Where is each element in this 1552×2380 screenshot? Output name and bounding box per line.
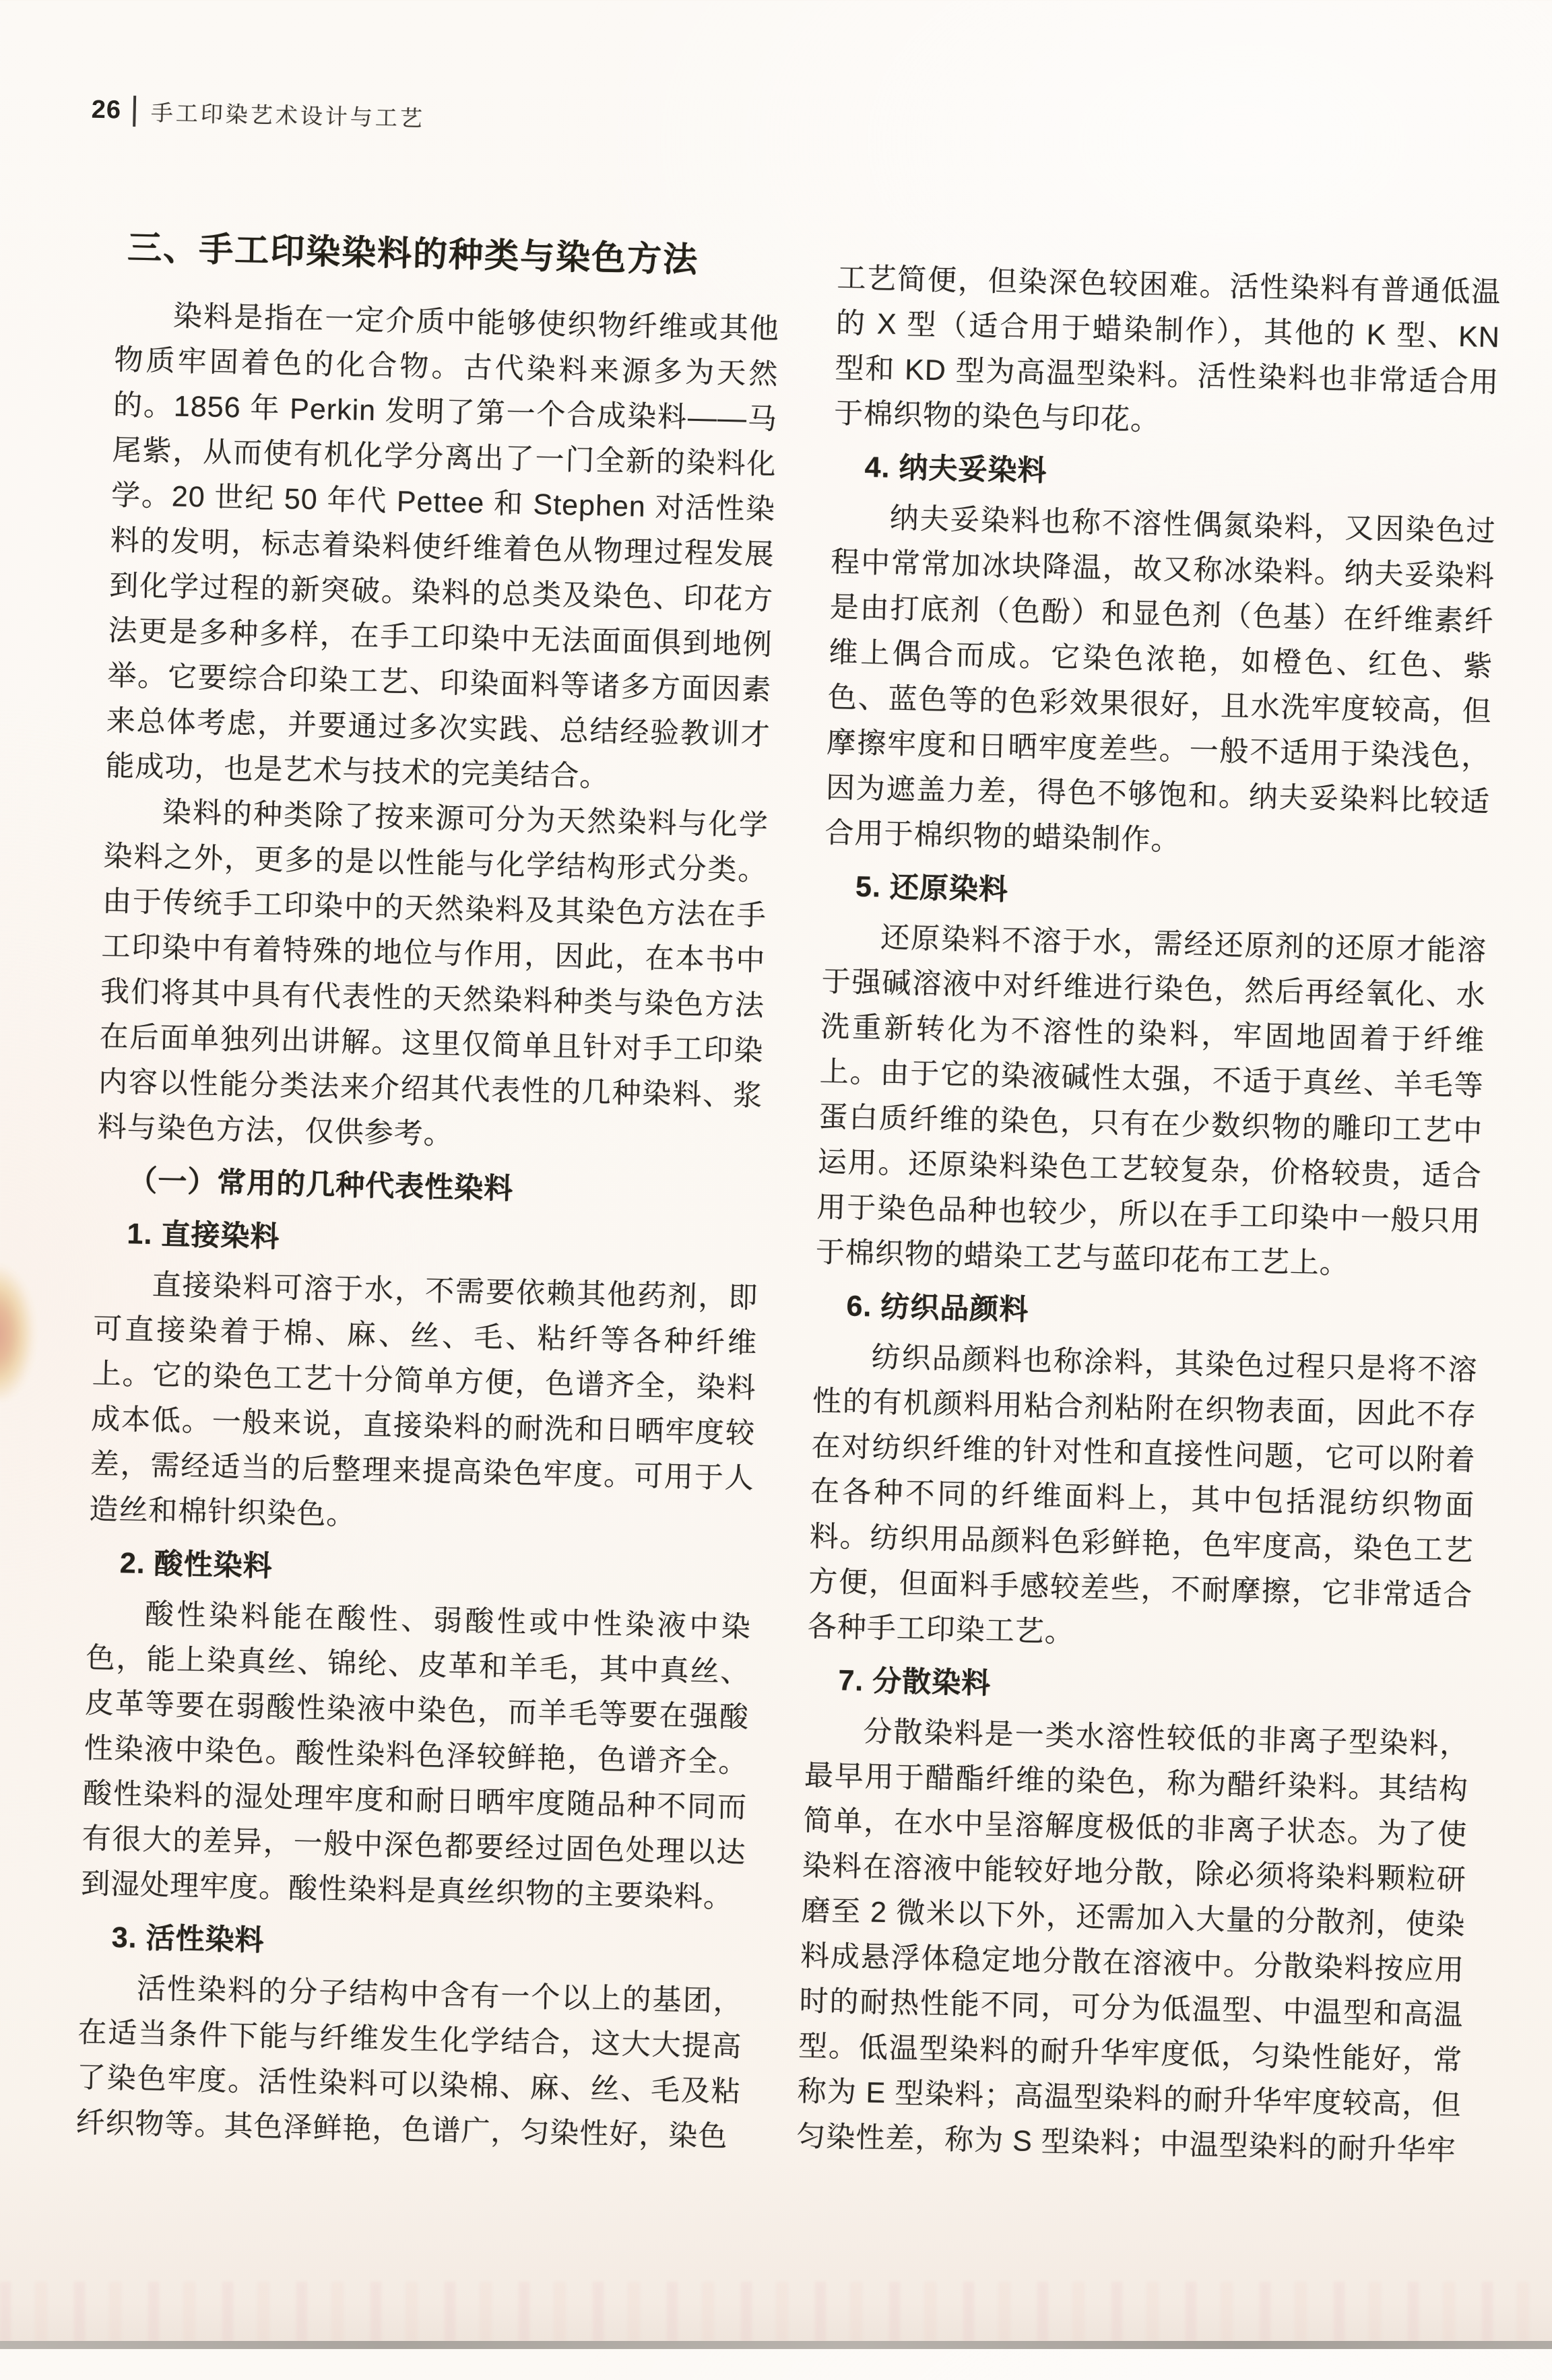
subsection-heading: （一）常用的几种代表性染料 — [127, 1164, 514, 1205]
dye-type-heading: 1. 直接染料 — [127, 1218, 280, 1254]
left-column — [75, 227, 781, 2160]
two-column-layout — [75, 227, 1502, 2176]
paragraph: 酸性染料能在酸性、弱酸性或中性染液中染色，能上染真丝、锦纶、皮革和羊毛，其中真丝、皮革等要在弱酸性染液中染色，而羊毛等要在强酸性染液中染色。酸性染料色泽较鲜艳，色谱齐全。酸性染料的湿处理牢度和耐日晒牢度随品种不同而有很大的差异，一般中深色都要经过固色处理以达到湿处理牢度。酸性染料是真丝织物的主要染料。 — [80, 1597, 752, 1915]
paragraph: 纺织品颜料也称涂料，其染色过程只是将不溶性的有机颜料用粘合剂粘附在织物表面，因此不存在对纺织纤维的针对性和直接性问题，它可以附着在各种不同的纤维面料上，其中包括混纺织物面料。纺织用品颜料色彩鲜艳，色牢度高，染色工艺方便，但面料手感较差些，不耐摩擦，它非常适合各种手工印染工艺。 — [807, 1341, 1478, 1649]
dye-type-heading: 2. 酸性染料 — [119, 1547, 273, 1583]
paragraph: 染料的种类除了按来源可分为天然染料与化学染料之外，更多的是以性能与化学结构形式分类。由于传统手工印染中的天然染料及其染色方法在手工印染中有着特殊的地位与作用，因此，在本书中我们将其中具有代表性的天然染料种类与染色方法在后面单独列出讲解。这里仅简单且针对手工印染内容以性能分类法来介绍其代表性的几种染料、浆料与染色方法，仅供参考。 — [97, 796, 769, 1151]
dye-type-heading: 7. 分散染料 — [837, 1664, 992, 1700]
dye-type-heading: 6. 纺织品颜料 — [845, 1290, 1029, 1327]
scan-edge — [0, 2341, 1552, 2349]
paragraph: 分散染料是一类水溶性较低的非离子型染料，最早用于醋酯纤维的染色，称为醋纤染料。其结构简单，在水中呈溶解度极低的非离子状态。为了使染料在溶液中能较好地分散，除必须将染料颗粒研磨至 2 微米以下外，还需加入大量的分散剂，使染料成悬浮体稳定地分散在溶液中。分散染料按应用时的耐热性能不同，可分为低温型、中温型和高温型。低温型染料的耐升华牢度低，匀染性能好，常称为 E 型染料；高温型染料的耐升华牢度较高，但匀染性差，称为 S 型染料；中温型染料的耐升华牢 — [796, 1715, 1470, 2167]
dye-type-heading: 4. 纳夫妥染料 — [864, 451, 1047, 488]
paragraph-continued: 工艺简便，但染深色较困难。活性染料有普通低温的 X 型（适合用于蜡染制作），其他的 K 型、KN 型和 KD 型为高温型染料。活性染料也非常适合用于棉织物的染色与印花。 — [833, 261, 1501, 437]
scan-noise — [0, 2282, 1552, 2342]
paragraph: 活性染料的分子结构中含有一个以上的基团，在适当条件下能与纤维发生化学结合，这大大提高了染色牢度。活性染料可以染棉、麻、丝、毛及粘纤织物等。其色泽鲜艳，色谱广，匀染性好，染色 — [75, 1972, 744, 2154]
dye-type-heading: 3. 活性染料 — [111, 1921, 265, 1957]
page-number: 26 — [91, 95, 122, 125]
article-title: 三、手工印染染料的种类与染色方法 — [127, 228, 699, 279]
page-header — [91, 94, 425, 133]
paragraph: 纳夫妥染料也称不溶性偶氮染料，又因染色过程中常常加冰块降温，故又称冰染料。纳夫妥染料是由打底剂（色酚）和显色剂（色基）在纤维素纤维上偶合而成。它染色浓艳，如橙色、红色、紫色、蓝色等的色彩效果很好，且水洗牢度较高，但摩擦牢度和日晒牢度差些。一般不适用于染浅色，因为遮盖力差，得色不够饱和。纳夫妥染料比较适合用于棉织物的蜡染制作。 — [825, 502, 1497, 857]
header-divider — [133, 96, 136, 127]
right-column — [796, 242, 1502, 2176]
running-title: 手工印染艺术设计与工艺 — [150, 100, 426, 131]
paragraph: 直接染料可溶于水，不需要依赖其他药剂，即可直接染着于棉、麻、丝、毛、粘纤等各种纤维上。它的染色工艺十分简单方便，色谱齐全，染料成本低。一般来说，直接染料的耐洗和日晒牢度较差，需经适当的后整理来提高染色牢度。可用于人造丝和棉针织染色。 — [88, 1269, 758, 1531]
dye-type-heading: 5. 还原染料 — [855, 870, 1009, 906]
paragraph: 染料是指在一定介质中能够使织物纤维或其他物质牢固着色的化合物。古代染料来源多为天然的。1856 年 Perkin 发明了第一个合成染料——马尾紫，从而使有机化学分离出了一门全新的染料化学。20 世纪 50 年代 Pettee 和 Stephen 对活性染料的发明，标志着染料使纤维着色从物理过程发展到化学过程的新突破。染料的总类及染色、印花方法更是多种多样，在手工印染中无法面面俱到地例举。它要综合印染工艺、印染面料等诸多方面因素来总体考虑，并要通过多次实践、总结经验教训才能成功，也是艺术与技术的完美结合。 — [104, 300, 780, 793]
paragraph: 还原染料不溶于水，需经还原剂的还原才能溶于强碱溶液中对纤维进行染色，然后再经氧化、水洗重新转化为不溶性的染料，牢固地固着于纤维上。由于它的染液碱性太强，不适于真丝、羊毛等蛋白质纤维的染色，只有在少数织物的雕印工艺中运用。还原染料染色工艺较复杂，价格较贵，适合用于染色品种也较少，所以在手工印染中一般只用于棉织物的蜡染工艺与蓝印花布工艺上。 — [815, 921, 1487, 1280]
